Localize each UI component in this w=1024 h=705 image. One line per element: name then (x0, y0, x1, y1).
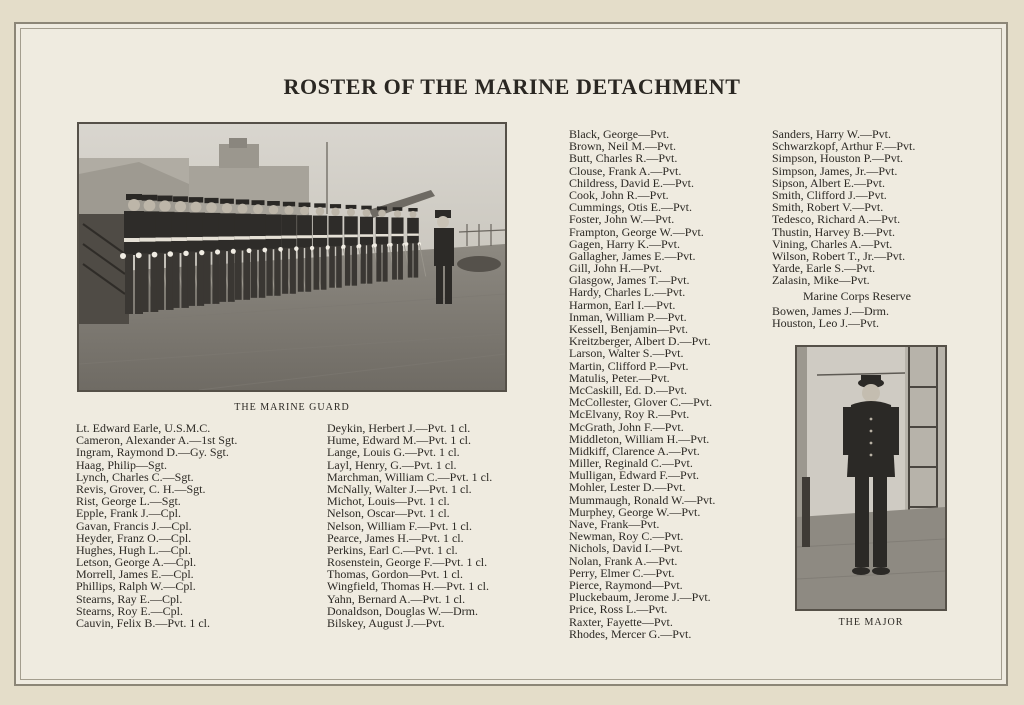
roster-entry: Marchman, William C.—Pvt. 1 cl. (327, 469, 493, 484)
marine-guard-caption: THE MARINE GUARD (234, 402, 350, 413)
roster-entry: Pearce, James H.—Pvt. 1 cl. (327, 530, 464, 545)
roster-entry: Mohler, Lester D.—Pvt. (569, 480, 686, 495)
roster-entry: Larson, Walter S.—Pvt. (569, 346, 684, 361)
roster-entry: Brown, Neil M.—Pvt. (569, 139, 677, 154)
roster-entry: Smith, Robert V.—Pvt. (772, 200, 884, 215)
roster-entry: Nave, Frank—Pvt. (569, 517, 660, 531)
roster-entry: Clouse, Frank A.—Pvt. (569, 163, 682, 178)
roster-entry: Murphey, George W.—Pvt. (569, 504, 701, 519)
roster-entry: Heyder, Franz O.—Cpl. (76, 530, 192, 545)
roster-entry: Childress, David E.—Pvt. (569, 175, 694, 190)
roster-entry: Black, George—Pvt. (569, 127, 670, 141)
roster-entry: Sanders, Harry W.—Pvt. (772, 127, 891, 141)
roster-entry: Rosenstein, George F.—Pvt. 1 cl. (327, 555, 488, 570)
roster-entry: Nolan, Frank A.—Pvt. (569, 553, 678, 568)
roster-entry: Rhodes, Mercer G.—Pvt. (569, 626, 692, 641)
roster-entry: Nelson, Oscar—Pvt. 1 cl. (327, 506, 450, 521)
roster-column-2 (327, 422, 492, 629)
major-photo (795, 345, 947, 611)
roster-entry: Hume, Edward M.—Pvt. 1 cl. (327, 433, 471, 448)
roster-entry: Thustin, Harvey B.—Pvt. (772, 224, 895, 239)
roster-entry: Perry, Elmer C.—Pvt. (569, 565, 675, 580)
roster-entry: Harmon, Earl I.—Pvt. (569, 297, 676, 312)
reserve-heading: Marine Corps Reserve (803, 289, 911, 303)
roster-entry: Price, Ross L.—Pvt. (569, 602, 668, 617)
roster-entry: McNally, Walter J.—Pvt. 1 cl. (327, 481, 472, 496)
roster-entry: Haag, Philip—Sgt. (76, 457, 168, 472)
roster-entry: Schwarzkopf, Arthur F.—Pvt. (772, 139, 916, 154)
roster-entry: Matulis, Peter.—Pvt. (569, 370, 670, 385)
roster-entry: Raxter, Fayette—Pvt. (569, 614, 673, 629)
roster-entry: Phillips, Ralph W.—Cpl. (76, 579, 196, 594)
roster-entry: Revis, Grover, C. H.—Sgt. (76, 481, 206, 496)
roster-entry: Bilskey, August J.—Pvt. (327, 616, 445, 630)
roster-entry: Newman, Roy C.—Pvt. (569, 529, 684, 544)
roster-entry: Gallagher, James E.—Pvt. (569, 248, 696, 263)
roster-entry: Smith, Clifford J.—Pvt. (772, 187, 887, 202)
roster-entry: Kreitzberger, Albert D.—Pvt. (569, 334, 711, 349)
roster-entry: Simpson, James, Jr.—Pvt. (772, 163, 898, 178)
roster-entry: Butt, Charles R.—Pvt. (569, 151, 678, 166)
roster-entry: Hardy, Charles L.—Pvt. (569, 285, 686, 300)
roster-entry: Vining, Charles A.—Pvt. (772, 236, 893, 251)
roster-entry: Midkiff, Clarence A.—Pvt. (569, 443, 700, 458)
roster-entry: McCollester, Glover C.—Pvt. (569, 395, 713, 410)
reserve-section (772, 290, 942, 329)
roster-entry: Ingram, Raymond D.—Gy. Sgt. (76, 445, 229, 460)
roster-entry: Cameron, Alexander A.—1st Sgt. (76, 433, 238, 448)
roster-entry: Inman, William P.—Pvt. (569, 309, 687, 324)
roster-column-1 (76, 422, 237, 629)
roster-entry: McElvany, Roy R.—Pvt. (569, 407, 690, 422)
roster-entry: Yarde, Earle S.—Pvt. (772, 261, 876, 276)
roster-entry: Simpson, Houston P.—Pvt. (772, 151, 904, 166)
roster-entry: Bowen, James J.—Drm. (772, 304, 889, 318)
roster-entry: McGrath, John F.—Pvt. (569, 419, 684, 434)
roster-entry: Gavan, Francis J.—Cpl. (76, 518, 192, 533)
roster-entry: Stearns, Roy E.—Cpl. (76, 603, 183, 618)
roster-entry: Lange, Louis G.—Pvt. 1 cl. (327, 445, 460, 460)
marine-guard-photo (77, 122, 507, 392)
roster-entry: Donaldson, Douglas W.—Drm. (327, 603, 478, 618)
roster-entry: Lynch, Charles C.—Sgt. (76, 469, 194, 484)
page-title: ROSTER OF THE MARINE DETACHMENT (283, 74, 741, 99)
roster-entry: Stearns, Ray E.—Cpl. (76, 591, 183, 606)
roster-entry: Deykin, Herbert J.—Pvt. 1 cl. (327, 421, 471, 435)
roster-entry: Middleton, William H.—Pvt. (569, 431, 710, 446)
roster-entry: Zalasin, Mike—Pvt. (772, 273, 870, 288)
roster-entry: Yahn, Bernard A.—Pvt. 1 cl. (327, 591, 466, 606)
roster-entry: Glasgow, James T.—Pvt. (569, 273, 690, 288)
roster-entry: McCaskill, Ed. D.—Pvt. (569, 382, 688, 397)
roster-entry: Gill, John H.—Pvt. (569, 261, 663, 276)
roster-entry: Wilson, Robert T., Jr.—Pvt. (772, 248, 906, 263)
roster-entry: Cummings, Otis E.—Pvt. (569, 200, 693, 215)
roster-entry: Tedesco, Richard A.—Pvt. (772, 212, 901, 227)
roster-entry: Epple, Frank J.—Cpl. (76, 506, 181, 521)
roster-entry: Perkins, Earl C.—Pvt. 1 cl. (327, 542, 458, 557)
roster-entry: Rist, George L.—Sgt. (76, 494, 181, 509)
roster-entry: Frampton, George W.—Pvt. (569, 224, 704, 239)
roster-entry: Martin, Clifford P.—Pvt. (569, 358, 689, 373)
roster-entry: Thomas, Gordon—Pvt. 1 cl. (327, 567, 463, 582)
roster-entry: Miller, Reginald C.—Pvt. (569, 456, 693, 471)
roster-entry: Sipson, Albert E.—Pvt. (772, 175, 886, 190)
roster-entry: Foster, John W.—Pvt. (569, 212, 675, 227)
roster-entry: Kessell, Benjamin—Pvt. (569, 322, 688, 336)
roster-entry: Letson, George A.—Cpl. (76, 555, 197, 570)
roster-entry: Mummaugh, Ronald W.—Pvt. (569, 492, 716, 507)
roster-entry: Nelson, William F.—Pvt. 1 cl. (327, 518, 473, 533)
major-caption: THE MAJOR (838, 617, 904, 628)
roster-entry: Nichols, David I.—Pvt. (569, 541, 683, 556)
roster-entry: Hughes, Hugh L.—Cpl. (76, 542, 191, 557)
roster-column-4 (772, 128, 915, 286)
roster-entry: Lt. Edward Earle, U.S.M.C. (76, 421, 211, 435)
roster-entry: Houston, Leo J.—Pvt. (772, 316, 880, 331)
roster-entry: Morrell, James E.—Cpl. (76, 567, 194, 582)
roster-entry: Mulligan, Edward F.—Pvt. (569, 468, 700, 483)
roster-entry: Pierce, Raymond—Pvt. (569, 577, 683, 592)
roster-entry: Layl, Henry, G.—Pvt. 1 cl. (327, 457, 457, 472)
roster-column-3 (569, 128, 715, 640)
roster-entry: Wingfield, Thomas H.—Pvt. 1 cl. (327, 579, 489, 594)
roster-entry: Pluckebaum, Jerome J.—Pvt. (569, 590, 711, 605)
roster-entry: Gagen, Harry K.—Pvt. (569, 236, 680, 251)
roster-entry: Michot, Louis—Pvt. 1 cl. (327, 494, 450, 509)
roster-entry: Cook, John R.—Pvt. (569, 187, 669, 202)
roster-entry: Cauvin, Felix B.—Pvt. 1 cl. (76, 616, 211, 630)
